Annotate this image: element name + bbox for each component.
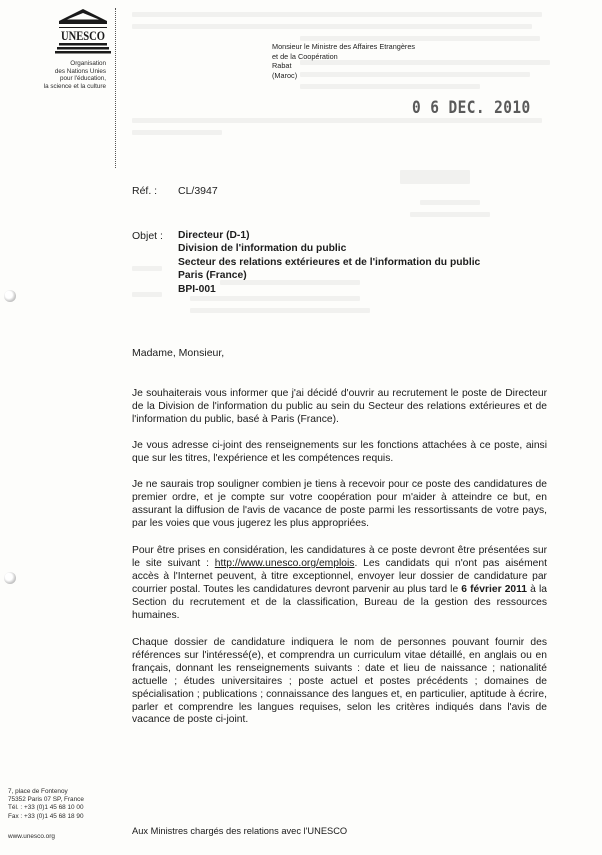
salutation: Madame, Monsieur, (132, 347, 225, 359)
subject-label: Objet : (132, 230, 163, 242)
employment-link[interactable]: http://www.unesco.org/emplois (214, 557, 355, 569)
margin-dotted-rule (115, 8, 118, 168)
reference-value: CL/3947 (178, 185, 218, 197)
punch-hole (4, 290, 16, 302)
unesco-logo (55, 7, 111, 57)
reference-label: Réf. : (132, 185, 158, 197)
date-stamp: 0 6 DEC. 2010 (412, 98, 531, 118)
footer-website[interactable]: www.unesco.org (8, 833, 55, 840)
footer-address: 7, place de Fontenoy 75352 Paris 07 SP, France Tél. : +33 (0)1 45 68 10 00 Fax : +33 (0)1 45 68 18 90 (8, 788, 84, 820)
logo-wordmark: UNESCO (61, 28, 105, 43)
recipient-address: Monsieur le Ministre des Affaires Etrangères et de la Coopération Rabat (Maroc) (272, 42, 416, 80)
distribution-note: Aux Ministres chargés des relations avec l'UNESCO (132, 826, 348, 836)
paragraph-2: Je vous adresse ci-joint des renseignements sur les fonctions attachées à ce poste, ainsi que sur les titres, l'expérience et les compétences requis. (132, 440, 547, 464)
paragraph-4: Pour être prises en considération, les candidatures à ce poste devront être présentées sur le site suivant : http://www.unesco.org/emplois. Les candidats qui n'ont pas aisément accès à l'Internet peuvent, à titre exceptionnel, envoyer leur dossier de candidature par courrier postal. Toutes les candidatures devront parvenir au plus tard le 6 février 2011 à la Section du recrutement et de la classification, Bureau de la gestion des ressources humaines. (132, 545, 547, 621)
paragraph-3: Je ne saurais trop souligner combien je tiens à recevoir pour ce poste des candidatures de premier ordre, et je compte sur votre coopération pour m'aider à atteindre ce but, en assurant la diffusion de l'avis de vacance de poste parmi les ressortissants de votre pays, par les voies que vous jugerez les plus appropriées. (132, 479, 547, 529)
paragraph-1: Je souhaiterais vous informer que j'ai décidé d'ouvrir au recrutement le poste de Directeur de la Division de l'information du public au sein du Secteur des relations extérieures et de l'information du public, basé à Paris (France). (132, 388, 547, 425)
subject-lines: Directeur (D-1) Division de l'information du public Secteur des relations extérieures et de l'information du public Paris (France) BPI-001 (178, 230, 481, 295)
deadline-date: 6 février 2011 (461, 583, 528, 595)
organisation-name: Organisation des Nations Unies pour l'éducation, la science et la culture (43, 60, 106, 90)
punch-hole (4, 572, 16, 584)
paragraph-5: Chaque dossier de candidature indiquera le nom de personnes pouvant fournir des références sur l'intéressé(e), et comprendra un curriculum vitae détaillé, en anglais ou en français, donnant les renseignements suivants : date et lieu de naissance ; nationalité actuelle ; études universitaires ; poste actuel et postes précédents ; domaines de spécialisation ; publications ; connaissance des langues et, en particulier, aptitude à écrire, parler et comprendre les langues requises, selon les critères indiqués dans l'avis de vacance de poste ci-joint. (132, 637, 547, 726)
